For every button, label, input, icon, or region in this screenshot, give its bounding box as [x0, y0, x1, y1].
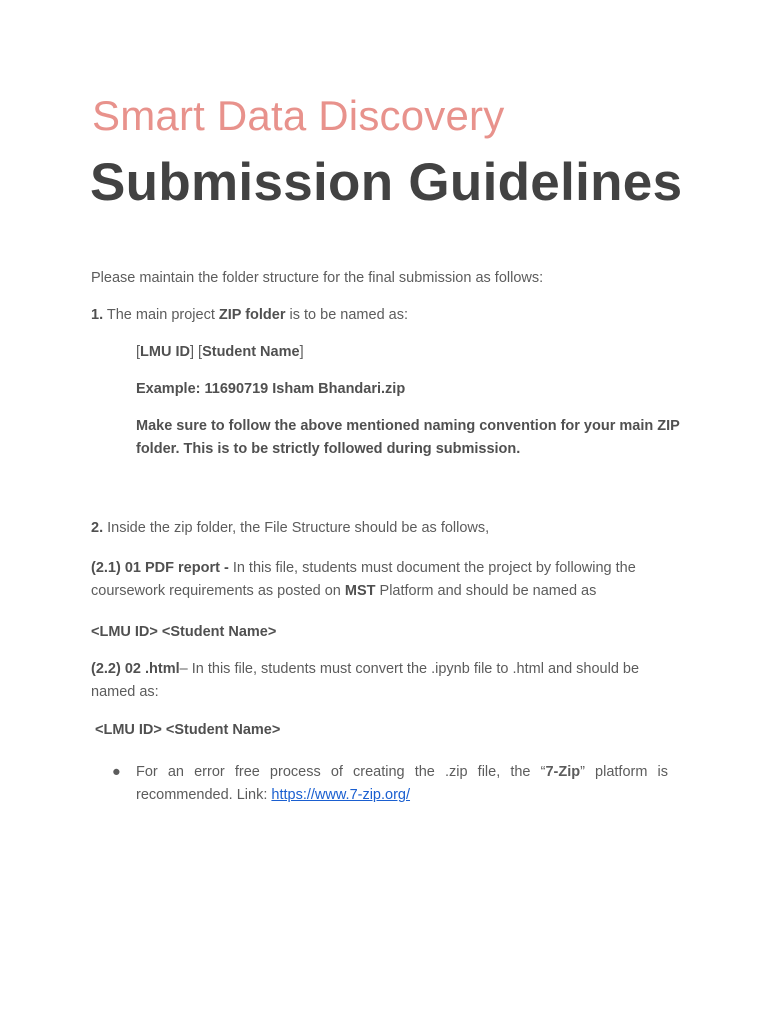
section-1-bold: ZIP folder — [218, 307, 286, 323]
note-bold: 7-Zip — [545, 764, 581, 780]
section-2-2-paragraph — [91, 658, 671, 704]
naming-id: LMU ID — [140, 344, 190, 360]
section-2-2-label: (2.2) 02 .html — [91, 661, 180, 677]
7zip-link[interactable]: https://www.7-zip.org/ — [271, 787, 411, 803]
naming-open-bracket: [ — [136, 344, 141, 360]
section-2-1-paragraph — [91, 557, 671, 603]
section-1-paragraph — [91, 304, 691, 327]
naming-example: Example: 11690719 Isham Bhandari.zip — [136, 381, 406, 397]
section-2-1-naming: <LMU ID> <Student Name> — [91, 624, 277, 640]
section-1-number: 1. — [91, 307, 104, 323]
naming-close-bracket: ] — [299, 344, 304, 360]
section-2-number: 2. — [91, 520, 104, 536]
section-2-2-naming: <LMU ID> <Student Name> — [95, 722, 281, 738]
section-1-text-a: The main project — [103, 307, 219, 323]
bullet-icon: ● — [112, 764, 121, 780]
section-2-1-text-b: Platform and should be named as — [375, 583, 597, 599]
note-text — [136, 761, 668, 807]
intro-paragraph: Please maintain the folder structure for the final submission as follows: — [91, 270, 544, 286]
note-text-b: ” platform is recommended. Link: — [136, 764, 668, 803]
naming-warning: Make sure to follow the above mentioned naming convention for your main ZIP folder. This is to be strictly followed during submission. — [136, 418, 680, 457]
section-1-text-b: is to be named as: — [285, 307, 409, 323]
document-subtitle: Smart Data Discovery — [92, 92, 505, 139]
naming-mid-bracket: ] [ — [189, 344, 203, 360]
naming-student-name: Student Name — [202, 344, 300, 360]
section-2-1-label: (2.1) 01 PDF report - — [91, 560, 233, 576]
naming-format — [136, 341, 696, 364]
section-2-1-bold: MST — [344, 583, 376, 599]
note-text-a: For an error free process of creating the .zip file, the “ — [136, 764, 546, 780]
section-2-1-text-a: In this file, students must document the project by following the coursework requirements as posted on — [91, 560, 636, 599]
document-title: Submission Guidelines — [90, 153, 683, 212]
section-2-2-text: – In this file, students must convert the .ipynb file to .html and should be named as: — [91, 661, 640, 700]
section-2-text: Inside the zip folder, the File Structure should be as follows, — [103, 520, 490, 536]
section-2-paragraph — [91, 517, 691, 540]
